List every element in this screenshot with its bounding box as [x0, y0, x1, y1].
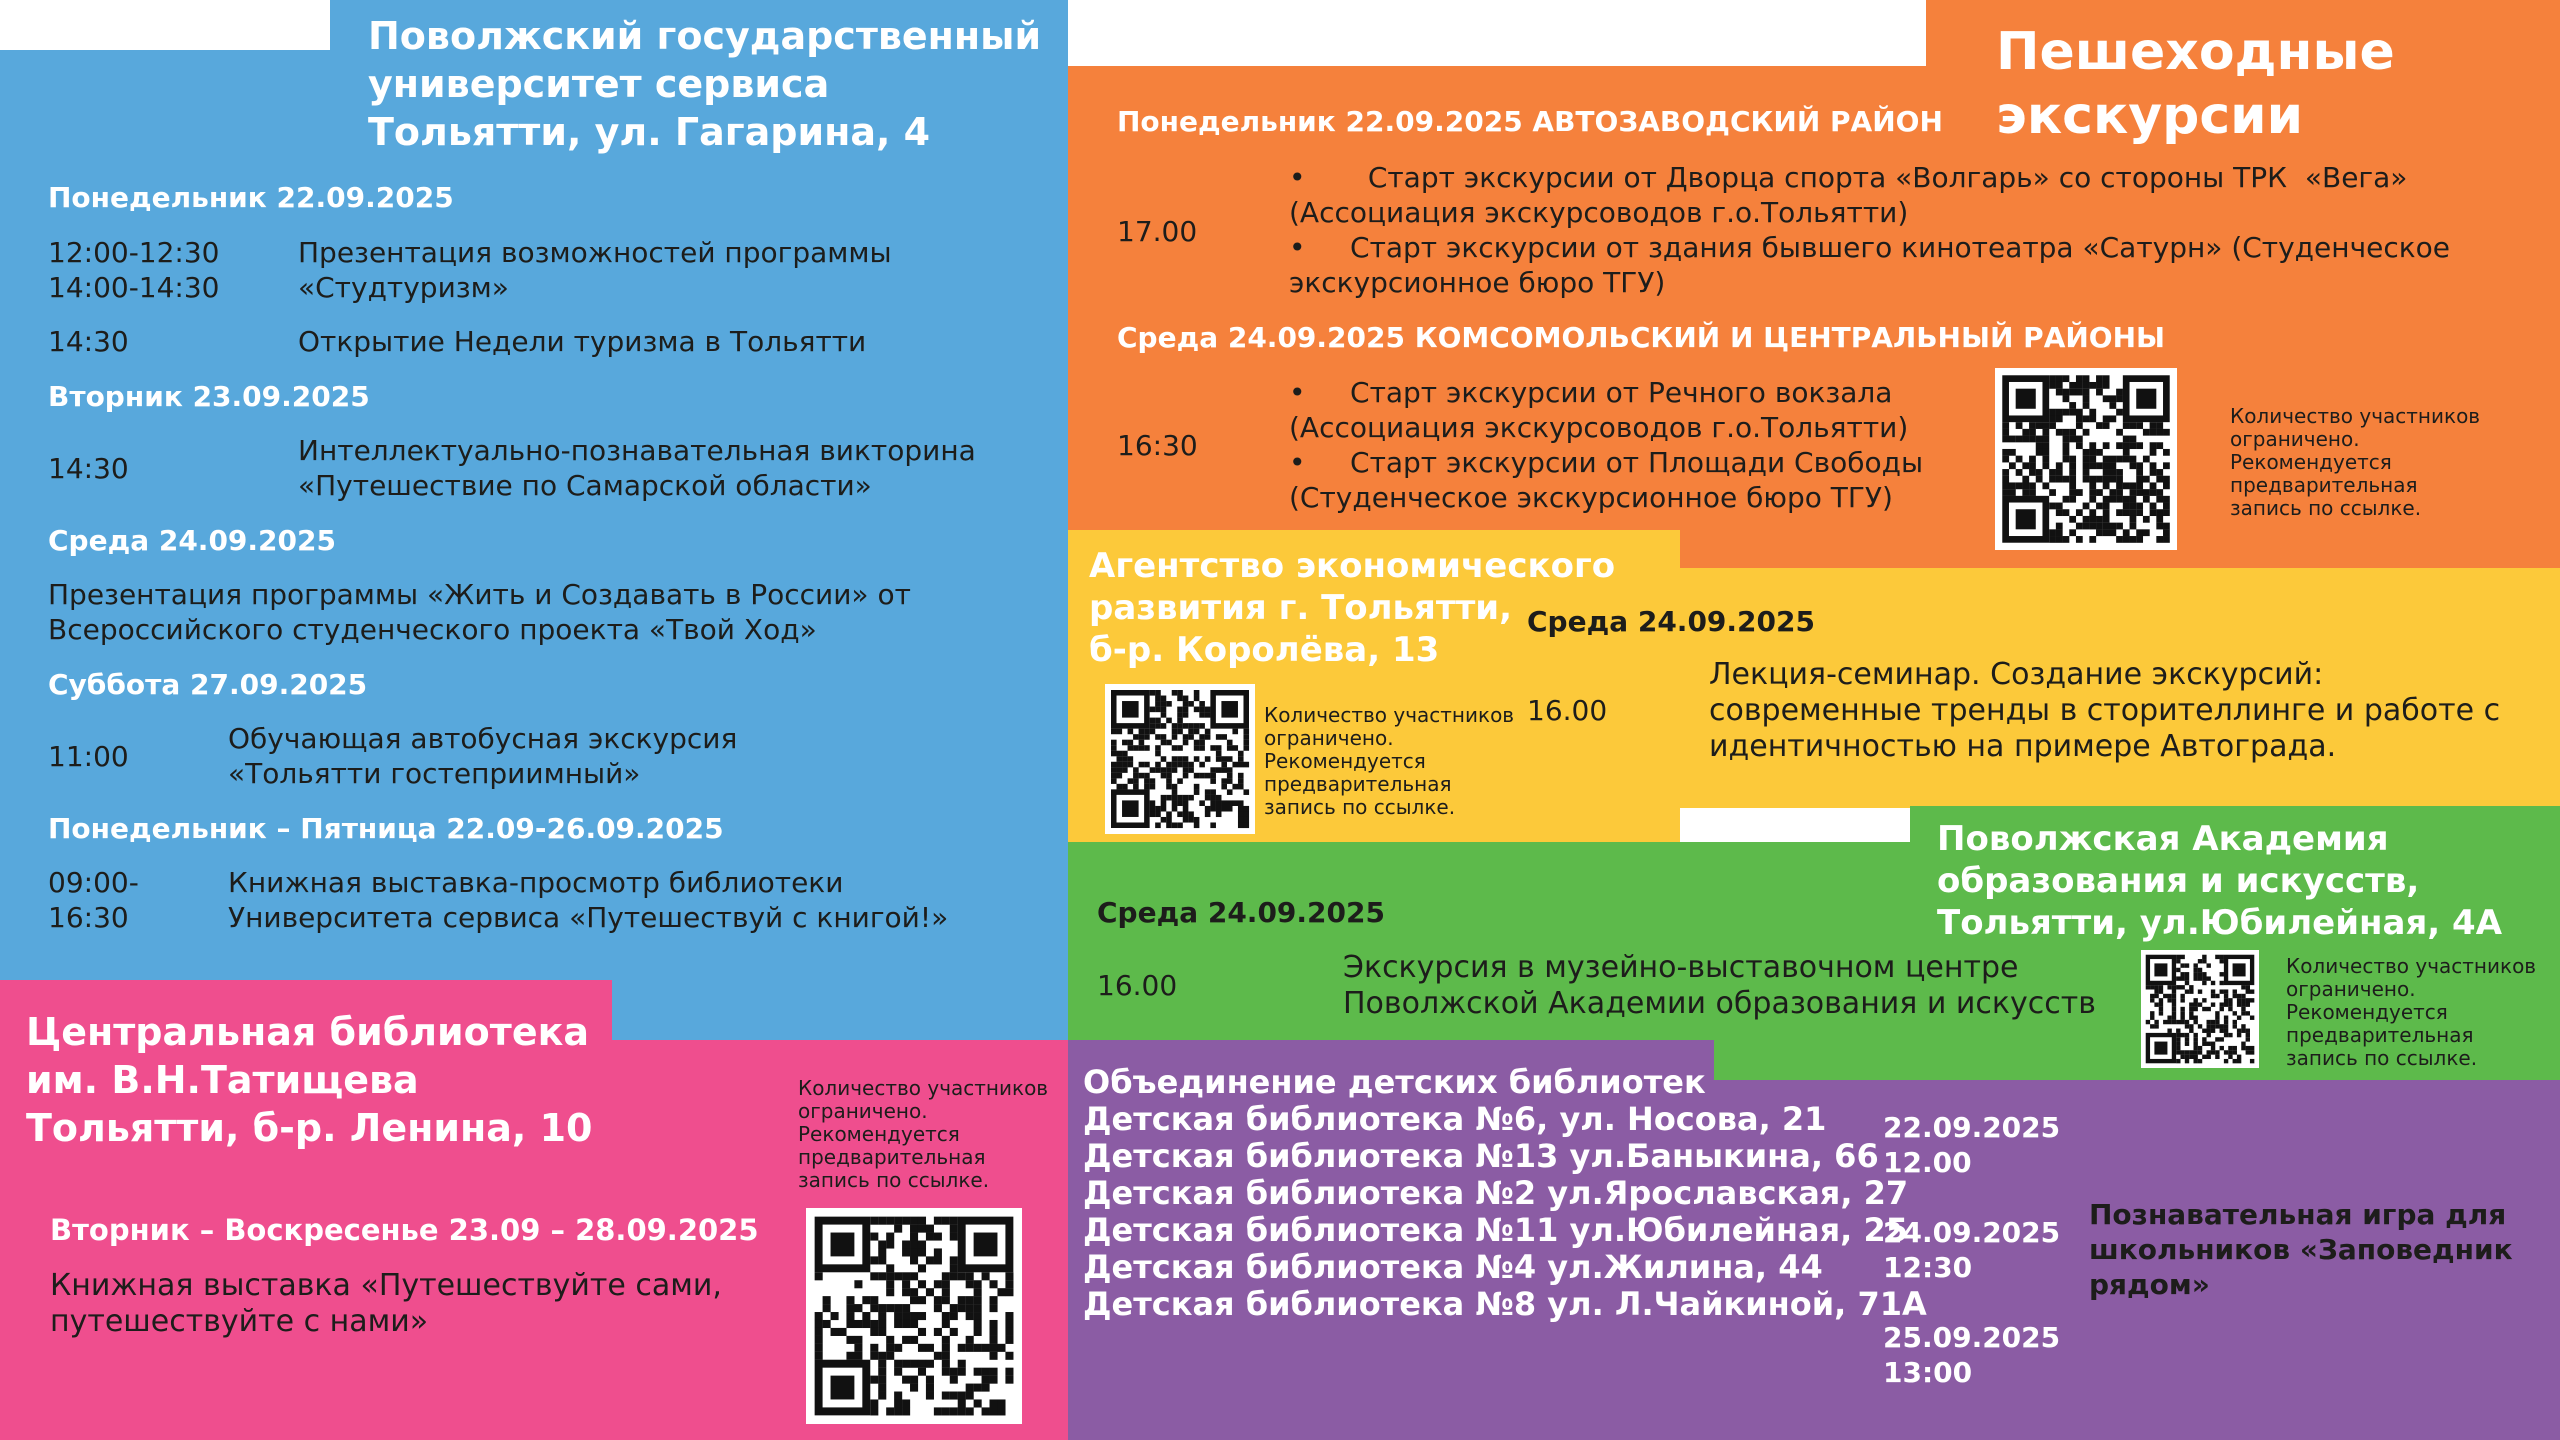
pgus-event-3b: «Путешествие по Самарской области» [298, 469, 872, 502]
academy-note-3: Рекомендуется [2286, 1000, 2448, 1024]
children-date-1: 22.09.2025 [1883, 1111, 2061, 1144]
children-time-3: 13:00 [1883, 1356, 1973, 1389]
walks-items-1 [1289, 160, 2450, 300]
pgus-title-line-2: университет сервиса [368, 62, 830, 106]
pgus-event-1a: Презентация возможностей программы [298, 236, 892, 269]
pgus-event-4 [48, 577, 911, 647]
children-date-3: 25.09.2025 [1883, 1321, 2061, 1354]
pgus-event-6 [228, 865, 948, 935]
children-event-b: школьников «Заповедник [2089, 1233, 2513, 1266]
pgus-event-5a: Обучающая автобусная экскурсия [228, 722, 738, 755]
pgus-title-line-1: Поволжский государственный [368, 14, 1042, 58]
academy-title-line-2: образования и искусств, [1937, 861, 2420, 901]
children-schedule-3 [1883, 1320, 2060, 1390]
children-schedule-2 [1883, 1215, 2060, 1285]
walks-items-2 [1289, 375, 1923, 515]
agency-event-b: современные тренды в сторителлинге и работе с [1709, 693, 2501, 728]
pgus-event-3 [298, 433, 976, 503]
agency-time: 16.00 [1527, 694, 1608, 727]
academy-event [1343, 950, 2096, 1022]
walks-item-1a: • Старт экскурсии от Дворца спорта «Волгарь» со стороны ТРК «Вега» [1289, 161, 2408, 194]
pgus-time-1a: 12:00-12:30 [48, 236, 220, 269]
pgus-time-5: 11:00 [48, 740, 129, 773]
pgus-event-5 [228, 721, 737, 791]
library-event-b: путешествуйте с нами» [50, 1304, 429, 1339]
children-lib-3: Детская библиотека №2 ул.Ярославская, 27 [1083, 1174, 1909, 1212]
agency-title-line-3: б-р. Королёва, 13 [1089, 630, 1440, 670]
academy-note-2: ограничено. [2286, 977, 2416, 1001]
children-lib-2: Детская библиотека №13 ул.Баныкина, 66 [1083, 1137, 1879, 1175]
academy-event-a: Экскурсия в музейно-выставочном центре [1343, 950, 2019, 985]
agency-note-2: ограничено. [1264, 726, 1394, 750]
children-lib-4: Детская библиотека №11 ул.Юбилейная, 25 [1083, 1211, 1908, 1249]
agency-note-5: запись по ссылке. [1264, 795, 1456, 819]
library-title-line-3: Тольятти, б-р. Ленина, 10 [26, 1106, 593, 1150]
academy-note-1: Количество участников [2286, 954, 2537, 978]
library-note-4: предварительная [798, 1145, 986, 1169]
academy-note-5: запись по ссылке. [2286, 1046, 2478, 1070]
children-lib-5: Детская библиотека №4 ул.Жилина, 44 [1083, 1248, 1823, 1286]
children-lib-6: Детская библиотека №8 ул. Л.Чайкиной, 71А [1083, 1285, 1927, 1323]
agency-note-3: Рекомендуется [1264, 749, 1426, 773]
pgus-title-line-3: Тольятти, ул. Гагарина, 4 [368, 110, 931, 154]
agency-registration-note [1264, 704, 1514, 819]
children-event-c: рядом» [2089, 1268, 2210, 1301]
top-right-white-notch [1068, 0, 1926, 66]
pgus-event-3a: Интеллектуально-познавательная викторина [298, 434, 976, 467]
academy-title-line-1: Поволжская Академия [1937, 819, 2389, 859]
library-title-line-1: Центральная библиотека [26, 1010, 590, 1054]
academy-day: Среда 24.09.2025 [1097, 896, 1385, 929]
walks-item-2a: • Старт экскурсии от Речного вокзала [1289, 376, 1893, 409]
walks-note-1: Количество участников [2230, 404, 2481, 428]
pgus-time-3: 14:30 [48, 452, 129, 485]
walks-time-1: 17.00 [1117, 215, 1198, 248]
walks-note-4: предварительная [2230, 473, 2418, 497]
pgus-time-6b: 16:30 [48, 901, 129, 934]
children-libraries-list [1083, 1064, 1927, 1323]
walks-note-2: ограничено. [2230, 427, 2360, 451]
pgus-time-2: 14:30 [48, 325, 129, 358]
walks-item-1c: • Старт экскурсии от здания бывшего кинотеатра «Сатурн» (Студенческое [1289, 231, 2451, 264]
walks-note-3: Рекомендуется [2230, 450, 2392, 474]
pgus-day-3: Среда 24.09.2025 [48, 524, 336, 557]
walks-item-2b: (Ассоциация экскурсоводов г.о.Тольятти) [1289, 411, 1909, 444]
library-day: Вторник – Воскресенье 23.09 – 28.09.2025 [50, 1213, 759, 1247]
walks-item-1b: (Ассоциация экскурсоводов г.о.Тольятти) [1289, 196, 1909, 229]
agency-note-1: Количество участников [1264, 703, 1515, 727]
agency-event [1709, 657, 2500, 765]
academy-registration-note [2286, 955, 2536, 1070]
pgus-time-1 [48, 235, 220, 305]
library-event [50, 1268, 722, 1340]
walks-note-5: запись по ссылке. [2230, 496, 2422, 520]
walks-registration-note [2230, 405, 2480, 520]
walks-title-line-1: Пешеходные [1996, 22, 2395, 82]
agency-note-4: предварительная [1264, 772, 1452, 796]
library-note-1: Количество участников [798, 1076, 1049, 1100]
pgus-event-6b: Университета сервиса «Путешествуй с книгой!» [228, 901, 949, 934]
pgus-event-1b: «Студтуризм» [298, 271, 509, 304]
pgus-time-6a: 09:00- [48, 866, 139, 899]
children-title: Объединение детских библиотек [1083, 1063, 1706, 1101]
library-registration-note [798, 1077, 1048, 1192]
pgus-day-5: Понедельник – Пятница 22.09-26.09.2025 [48, 812, 724, 845]
walks-day-2: Среда 24.09.2025 КОМСОМОЛЬСКИЙ И ЦЕНТРАЛЬНЫЙ РАЙОНЫ [1117, 321, 2166, 354]
library-note-3: Рекомендуется [798, 1122, 960, 1146]
pgus-time-6 [48, 865, 139, 935]
walks-day-1: Понедельник 22.09.2025 АВТОЗАВОДСКИЙ РАЙОН [1117, 105, 1943, 138]
library-event-a: Книжная выставка «Путешествуйте сами, [50, 1268, 722, 1303]
library-note-2: ограничено. [798, 1099, 928, 1123]
walks-qr-code[interactable] [1995, 368, 2177, 550]
agency-event-a: Лекция-семинар. Создание экскурсий: [1709, 657, 2324, 692]
academy-title [1937, 818, 2502, 944]
agency-day: Среда 24.09.2025 [1527, 605, 1815, 638]
pgus-time-1b: 14:00-14:30 [48, 271, 220, 304]
agency-qr-code[interactable] [1105, 684, 1255, 834]
pgus-event-4b: Всероссийского студенческого проекта «Твой Ход» [48, 613, 817, 646]
children-lib-1: Детская библиотека №6, ул. Носова, 21 [1083, 1100, 1827, 1138]
pgus-title [368, 12, 1041, 156]
library-title-line-2: им. В.Н.Татищева [26, 1058, 419, 1102]
academy-event-b: Поволжской Академии образования и искусств [1343, 986, 2096, 1021]
walks-item-2d: (Студенческое экскурсионное бюро ТГУ) [1289, 481, 1893, 514]
pgus-event-2: Открытие Недели туризма в Тольятти [298, 325, 867, 358]
pgus-day-2: Вторник 23.09.2025 [48, 380, 370, 413]
agency-title-line-2: развития г. Тольятти, [1089, 588, 1513, 628]
pgus-event-5b: «Тольятти гостеприимный» [228, 757, 641, 790]
pgus-event-4a: Презентация программы «Жить и Создавать в России» от [48, 578, 911, 611]
children-date-2: 24.09.2025 [1883, 1216, 2061, 1249]
walks-time-2: 16:30 [1117, 429, 1198, 462]
library-note-5: запись по ссылке. [798, 1168, 990, 1192]
children-event [2089, 1197, 2513, 1302]
walks-item-2c: • Старт экскурсии от Площади Свободы [1289, 446, 1924, 479]
agency-title-line-1: Агентство экономического [1089, 546, 1616, 586]
academy-title-line-3: Тольятти, ул.Юбилейная, 4А [1937, 903, 2503, 943]
top-left-white-notch [0, 0, 330, 50]
academy-note-4: предварительная [2286, 1023, 2474, 1047]
academy-time: 16.00 [1097, 969, 1178, 1002]
pgus-event-1 [298, 235, 892, 305]
walks-title [1996, 20, 2395, 148]
children-event-a: Познавательная игра для [2089, 1198, 2507, 1231]
academy-qr-code[interactable] [2141, 950, 2259, 1068]
pgus-day-4: Суббота 27.09.2025 [48, 668, 368, 701]
pgus-event-6a: Книжная выставка-просмотр библиотеки [228, 866, 844, 899]
children-time-1: 12.00 [1883, 1146, 1972, 1179]
agency-event-c: идентичностью на примере Автограда. [1709, 729, 2337, 764]
library-title [26, 1008, 592, 1152]
children-schedule-1 [1883, 1110, 2060, 1180]
children-time-2: 12:30 [1883, 1251, 1973, 1284]
walks-title-line-2: экскурсии [1996, 86, 2304, 146]
walks-item-1d: экскурсионное бюро ТГУ) [1289, 266, 1666, 299]
pgus-day-1: Понедельник 22.09.2025 [48, 181, 454, 214]
library-qr-code[interactable] [806, 1208, 1022, 1424]
